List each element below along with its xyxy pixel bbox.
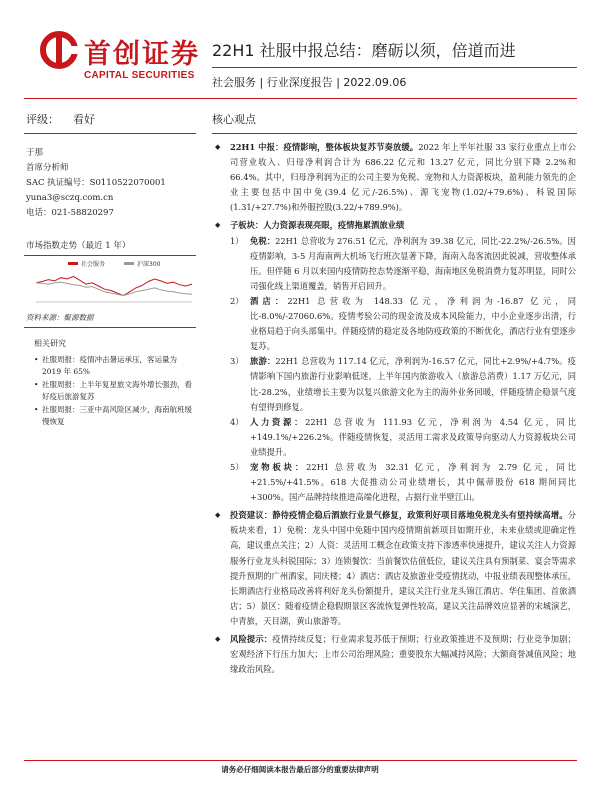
left-divider-2 (24, 255, 196, 256)
logo-mark-icon (38, 30, 80, 70)
related-research-item[interactable]: • 社服周报：上半年复星旅文海外增长强劲，看好疫后旅游复苏 (34, 379, 196, 403)
analyst-info (26, 146, 166, 221)
analyst-license: SAC 执证编号：S0110522070001 (26, 178, 166, 188)
market-index-chart (24, 258, 196, 310)
chart-svg (24, 258, 196, 310)
related-research-item[interactable]: • 社服周报：三亚中高风险区减少，海南航班缓慢恢复 (34, 404, 196, 428)
legend-label-series-1: 社会服务 (81, 261, 106, 268)
sub-sector-number: 5） (230, 461, 244, 472)
sub-sector-number: 3） (230, 356, 244, 367)
chart-series-line-2 (36, 282, 192, 295)
left-divider-1 (24, 133, 196, 134)
footer-divider (24, 760, 577, 761)
analyst-phone: 电话：021-58820297 (26, 208, 114, 218)
sub-sector-head: 旅游： (250, 356, 276, 367)
logo-name-cn: 首创证券 (84, 39, 200, 70)
logo-name-en: CAPITAL SECURITIES (84, 70, 195, 81)
core-views-title: 核心观点 (212, 113, 256, 126)
sub-sector-item (212, 354, 576, 414)
paragraph-risk-warning (212, 632, 576, 677)
sub-sector-body: 22H1 总营收为 276.51 亿元，净利润为 39.38 亿元，同比-22.2%/-26.5%。因疫情影响，3-5 月海南两大机场飞行班次显著下降，海南入岛客流因此锐减，营收整体承压。但伴随 6 月以来国内疫情防控态势逐渐平稳，海南地区免税消费力复苏明显，同时公司强化线上渠道覆盖，销售开启回升。 (250, 235, 576, 291)
sub-sector-head: 酒店： (250, 295, 288, 306)
sub-sector-head: 免税： (250, 235, 276, 246)
legend-swatch-series-1 (68, 262, 78, 265)
chart-source: 资料来源：聚源数据 (26, 313, 94, 322)
sub-sector-body: 22H1 总营收为 32.31 亿元，净利润为 2.79 亿元，同比+21.5%/+41.5%。618 大促推动公司业绩增长，其中佩蒂股份 618 期间同比+300%。国产品牌持续推进高端化进程，占据行业半壁江山。 (250, 461, 576, 503)
related-research-title: 相关研究 (34, 339, 66, 348)
rating (26, 111, 95, 127)
chart-legend (68, 260, 161, 268)
sub-sector-item (212, 294, 576, 354)
right-divider (212, 133, 577, 134)
sub-sector-head: 宠物板块： (250, 461, 307, 472)
paragraph-body: 分板块来看，1）免税：龙头中国中免随中国内疫情期前新项目如期开业，未来业绩或迎确定性高，建议重点关注；2）人资：灵活用工概念在政策支持下渗透率快速提升，建议关注人力资源服务行业龙头科锐国际；3）连锁餐饮：当前餐饮估值低位，建议关注具有预制菜、宴会等需求提升预期的广州酒家，同庆楼；4）酒店：酒店及旅游业受疫情扰动，中报业绩表现整体承压，长期酒店行业格局改善将利好龙头份额提升，建议关注行业龙头锦江酒店、华住集团、首旅酒店；5）景区：随着疫情企稳假期景区客流恢复弹性较高，建议关注品牌效应显著的宋城演艺，中青旅，天目湖，黄山旅游等。 (230, 510, 576, 626)
sub-sector-body: 22H1 总营收为 111.93 亿元，净利润为 4.54 亿元，同比+149.1%/+226.2%。伴随疫情恢复，灵活用工需求及政策导向驱动人力资源板块公司业绩提升。 (250, 416, 576, 457)
paragraph-head: 风险提示： (230, 634, 273, 644)
analyst-email[interactable]: yuna3@sczq.com.cn (26, 193, 114, 203)
paragraph-interim-results (212, 140, 576, 215)
sub-sector-body: 22H1 总营收为 148.33 亿元，净利润为-16.87 亿元，同比-8.0%/-27060.6%。疫情考验公司的现金流及成本风险能力，中小企业逐步出清，行业格局趋于向头部集中。伴随疫情的稳定及各地防疫政策的不断优化，酒店行业有望逐步复苏。 (250, 295, 576, 352)
sub-sector-head: 人力资源： (250, 416, 306, 427)
sub-sector-body: 22H1 总营收为 117.14 亿元，净利润为-16.57 亿元，同比+2.9%/+4.7%。疫情影响下国内旅游行业影响低迷，上半年国内旅游收入（旅游总消费）1.17 万亿元，同比-28.2%，业绩增长主要为以复兴旅游文化为主的海外业务回暖，伴随疫情企稳景气度有望得到修复。 (250, 356, 576, 412)
chart-title: 市场指数走势（最近 1 年） (26, 241, 131, 251)
report-title: 22H1 社服中报总结：磨砺以须，倍道而进 (212, 41, 516, 60)
header-bottom-divider (24, 98, 577, 99)
header-divider (212, 67, 577, 68)
rating-label: 评级： (26, 113, 59, 126)
chart-series-line-1 (36, 276, 192, 295)
sub-sector-item (212, 415, 576, 460)
sub-sector-number: 1） (230, 235, 244, 246)
paragraph-investment-advice (212, 508, 576, 629)
related-research-item[interactable]: • 社服周报：疫情冲击暑运承压，客运量为 2019 年 65% (34, 354, 196, 378)
related-research-list (34, 354, 196, 429)
sub-sector-number: 4） (230, 416, 244, 427)
paragraph-head: 22H1 中报：疫情影响，整体板块复苏节奏放缓。 (230, 142, 419, 152)
rating-value: 看好 (73, 113, 95, 126)
sub-sector-item (212, 234, 576, 294)
paragraph-head: 投资建议：静待疫情企稳后酒旅行业景气修复，政策利好项目落地免税龙头有望持续高增。 (230, 510, 568, 521)
legend-label-series-2: 沪深300 (137, 261, 161, 268)
paragraph-sub-sectors (212, 218, 576, 233)
sub-sector-number: 2） (230, 295, 244, 306)
analyst-role: 首席分析师 (26, 163, 69, 173)
left-divider-3 (24, 327, 196, 328)
core-views-content (212, 140, 576, 677)
paragraph-body: 2022 年上半年社服 33 家行业重点上市公司营业收入、归母净利润合计为 686.22 亿元和 13.27 亿元，同比分别下降 2.2%和 66.4%。其中，归母净利润为正的公司主要为免税、宠物和人力资源板块，盈利能力领先的企业主要包括中国中免(39.4 亿元/-26.5%)、源飞宠物(1.02/+79.6%)、科锐国际(1.31/+27.7%)和外服控股(3.22/+789.9%)。 (230, 142, 576, 213)
report-subtitle: 社会服务 | 行业深度报告 | 2022.09.06 (212, 76, 407, 89)
legend-swatch-series-2 (124, 262, 134, 265)
chart-lines (36, 276, 192, 295)
paragraph-head: 子板块：人力资源表现亮眼，疫情拖累酒旅业绩 (230, 220, 405, 231)
analyst-name: 于那 (26, 148, 44, 158)
legal-disclaimer: 请务必仔细阅读本报告最后部分的重要法律声明 (221, 765, 379, 774)
sub-sector-item (212, 460, 576, 505)
paragraph-body: 疫情持续反复；行业需求复苏低于预期；行业政策推进不及预期；行业竞争加剧；宏观经济下行压力加大；上市公司治理风险；重要股东大幅减持风险；大额商誉减值风险；地缘政治风险。 (230, 634, 576, 675)
company-logo (38, 30, 200, 88)
